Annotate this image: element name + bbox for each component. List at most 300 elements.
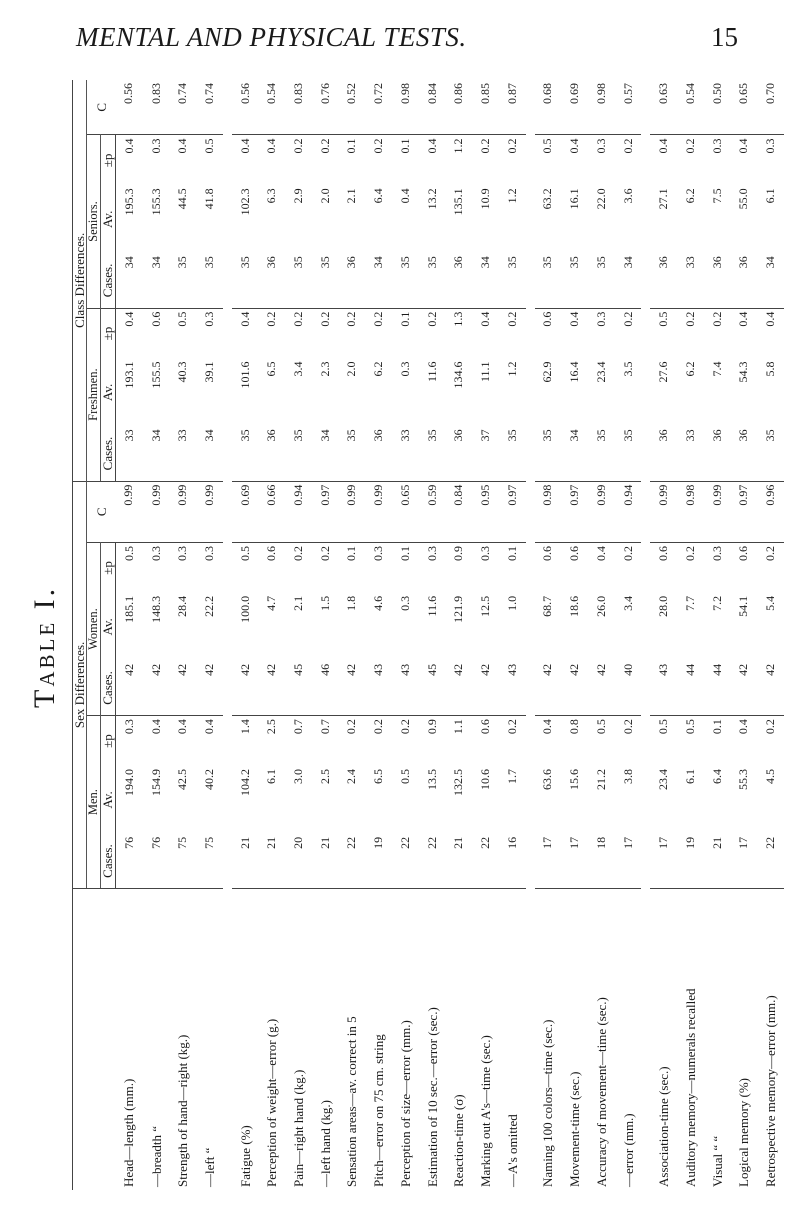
women-av-cell: 148.3 (148, 595, 163, 623)
av-header: Av. (101, 766, 115, 834)
sen-pm-cell: 0.2 (499, 135, 526, 185)
men-av-cell: 4.5 (763, 768, 778, 784)
women-av-cell: 3.4 (620, 595, 635, 611)
row-label: Retrospective memory—error (mm.) (757, 889, 784, 1190)
fresh-cases-cell: 35 (504, 429, 519, 442)
women-av-cell: 54.1 (736, 595, 751, 617)
row-label: Estimation of 10 sec.—error (sec.) (419, 889, 446, 1190)
sen-cases-cell: 35 (237, 256, 252, 269)
men-pm-cell: 0.2 (365, 716, 392, 766)
row-label: Naming 100 colors—time (sec.) (535, 889, 562, 1190)
pm-header: ±p (101, 308, 115, 358)
cases-header: Cases. (101, 661, 115, 716)
women-cases-cell: 42 (344, 663, 359, 676)
fresh-pm-cell: 0.2 (339, 308, 366, 358)
sex-c-cell: 0.99 (704, 481, 731, 542)
sen-cases-cell: 35 (175, 256, 190, 269)
sen-cases-cell: 36 (344, 256, 359, 269)
men-av-cell: 154.9 (148, 768, 163, 796)
sen-av-cell: 10.9 (478, 188, 492, 210)
fresh-cases-cell: 35 (763, 429, 778, 442)
women-cases-cell: 44 (709, 663, 724, 676)
cases-header: Cases. (101, 426, 115, 481)
men-pm-cell: 0.3 (115, 716, 143, 766)
sen-cases-cell: 35 (540, 256, 555, 269)
group-gap (223, 80, 232, 1190)
women-pm-cell: 0.2 (677, 543, 704, 593)
men-av-cell: 2.5 (317, 768, 332, 784)
fresh-av-cell: 7.4 (709, 361, 724, 377)
fresh-pm-cell: 0.4 (731, 308, 758, 358)
row-label: —A's omitted (499, 889, 526, 1190)
table-row (365, 80, 392, 1190)
group-gap (641, 80, 650, 1190)
men-av-cell: 63.6 (540, 768, 555, 790)
men-cases-cell: 17 (567, 836, 582, 849)
fresh-av-cell: 11.6 (424, 361, 439, 383)
fresh-cases-cell: 33 (397, 429, 412, 442)
men-pm-cell: 0.5 (650, 716, 677, 766)
men-av-cell: 6.5 (371, 768, 386, 784)
men-pm-cell: 0.4 (143, 716, 170, 766)
men-av-cell: 55.3 (736, 768, 751, 790)
row-label: Perception of size—error (mm.) (392, 889, 419, 1190)
women-cases-cell: 45 (291, 663, 306, 676)
sen-av-cell: 55.0 (736, 188, 751, 210)
men-av-cell: 3.0 (291, 768, 306, 784)
sen-av-cell: 6.4 (371, 188, 386, 204)
sen-av-cell: 7.5 (709, 188, 724, 204)
row-label: Auditory memory—numerals recalled (677, 889, 704, 1190)
page-number: 15 (711, 22, 738, 52)
women-pm-cell: 0.3 (196, 543, 223, 593)
men-pm-cell: 2.5 (259, 716, 286, 766)
class-c-cell: 0.65 (736, 83, 751, 104)
women-pm-cell: 0.5 (232, 543, 259, 593)
women-av-cell: 22.2 (201, 595, 216, 617)
table-row (499, 80, 526, 1190)
pm-header: ±p (101, 543, 115, 593)
sen-av-cell: 3.6 (620, 188, 635, 204)
men-pm-cell: 1.1 (446, 716, 473, 766)
men-pm-cell: 0.4 (170, 716, 197, 766)
class-c-cell: 0.87 (504, 83, 519, 104)
sen-cases-cell: 35 (291, 256, 306, 269)
class-c-cell: 0.83 (291, 83, 306, 104)
sen-pm-cell: 0.5 (196, 135, 223, 185)
women-av-cell: 121.9 (451, 595, 466, 623)
women-cases-cell: 42 (175, 663, 190, 676)
men-av-cell: 23.4 (656, 768, 671, 790)
sen-pm-cell: 0.2 (472, 135, 499, 185)
cases-header: Cases. (101, 834, 115, 889)
women-cases-cell: 43 (371, 663, 386, 676)
men-pm-cell: 0.5 (677, 716, 704, 766)
fresh-av-cell: 54.3 (736, 361, 751, 383)
women-pm-cell: 0.4 (588, 543, 615, 593)
sen-pm-cell: 0.4 (232, 135, 259, 185)
men-av-cell: 6.1 (264, 768, 279, 784)
class-c-cell: 0.52 (344, 83, 359, 104)
men-cases-cell: 17 (656, 836, 671, 849)
sen-pm-cell: 0.1 (392, 135, 419, 185)
women-pm-cell: 0.2 (312, 543, 339, 593)
cases-header: Cases. (101, 253, 115, 308)
women-av-cell: 5.4 (763, 595, 778, 611)
sex-c-cell: 0.84 (446, 481, 473, 542)
men-av-cell: 1.7 (504, 768, 519, 784)
women-av-cell: 100.0 (237, 595, 252, 623)
class-c-cell: 0.74 (175, 83, 190, 104)
row-label: Strength of hand—right (kg.) (170, 889, 197, 1190)
women-av-cell: 68.7 (540, 595, 555, 617)
women-av-cell: 1.0 (504, 595, 519, 611)
av-header: Av. (101, 593, 115, 661)
sen-cases-cell: 35 (567, 256, 582, 269)
fresh-av-cell: 6.2 (371, 361, 386, 377)
women-cases-cell: 42 (451, 663, 466, 676)
table-row (535, 80, 562, 1190)
sen-av-cell: 155.3 (148, 188, 163, 216)
row-label: Marking out A's—time (sec.) (472, 889, 499, 1190)
fresh-pm-cell: 0.4 (561, 308, 588, 358)
page-header (40, 18, 760, 58)
class-c-cell: 0.50 (709, 83, 724, 104)
women-cases-cell: 42 (478, 663, 492, 676)
sex-c-cell: 0.97 (499, 481, 526, 542)
sex-c-cell: 0.98 (535, 481, 562, 542)
women-cases-cell: 42 (763, 663, 778, 676)
women-av-cell: 18.6 (567, 595, 582, 617)
gap-cell (223, 80, 232, 1190)
fresh-av-cell: 27.6 (656, 361, 671, 383)
women-cases-cell: 42 (148, 663, 163, 676)
sen-av-cell: 195.3 (121, 188, 136, 216)
sex-c-cell: 0.69 (232, 481, 259, 542)
table-label-container (14, 108, 74, 708)
sen-pm-cell: 0.3 (588, 135, 615, 185)
group-gap (526, 80, 535, 1190)
table-row (339, 80, 366, 1190)
men-pm-cell: 0.9 (419, 716, 446, 766)
sex-c-cell: 0.99 (588, 481, 615, 542)
sen-av-cell: 135.1 (451, 188, 466, 216)
fresh-cases-cell: 35 (540, 429, 555, 442)
sen-cases-cell: 36 (709, 256, 724, 269)
sen-pm-cell: 0.4 (115, 135, 143, 185)
fresh-cases-cell: 37 (478, 429, 492, 442)
class-c-cell: 0.85 (478, 83, 492, 104)
men-cases-cell: 21 (264, 836, 279, 849)
c-header: C (87, 481, 115, 542)
fresh-pm-cell: 0.1 (392, 308, 419, 358)
class-c-cell: 0.72 (371, 83, 386, 104)
men-cases-cell: 19 (682, 836, 697, 849)
table-row (419, 80, 446, 1190)
table-row (143, 80, 170, 1190)
table-row (232, 80, 259, 1190)
women-pm-cell: 0.3 (170, 543, 197, 593)
row-label: —breadth “ (143, 889, 170, 1190)
rotated-table-frame (72, 80, 784, 1190)
men-cases-cell: 21 (237, 836, 252, 849)
women-cases-cell: 42 (201, 663, 216, 676)
fresh-av-cell: 6.5 (264, 361, 279, 377)
class-c-cell: 0.56 (237, 83, 252, 104)
class-c-cell: 0.57 (620, 83, 635, 104)
sen-pm-cell: 0.3 (143, 135, 170, 185)
women-cases-cell: 42 (736, 663, 751, 676)
sen-cases-cell: 34 (121, 256, 136, 269)
men-cases-cell: 16 (504, 836, 519, 849)
sen-av-cell: 2.9 (291, 188, 306, 204)
men-cases-cell: 21 (709, 836, 724, 849)
table-row (731, 80, 758, 1190)
class-c-cell: 0.98 (593, 83, 608, 104)
men-cases-cell: 22 (478, 836, 492, 849)
class-c-cell: 0.84 (424, 83, 439, 104)
sen-av-cell: 6.1 (763, 188, 778, 204)
fresh-pm-cell: 0.2 (285, 308, 312, 358)
men-pm-cell: 0.2 (615, 716, 642, 766)
women-pm-cell: 0.1 (499, 543, 526, 593)
sen-av-cell: 2.1 (344, 188, 359, 204)
men-pm-cell: 0.2 (757, 716, 784, 766)
men-cases-cell: 21 (317, 836, 332, 849)
women-av-cell: 1.8 (344, 595, 359, 611)
sen-av-cell: 1.2 (504, 188, 519, 204)
fresh-pm-cell: 0.2 (259, 308, 286, 358)
women-cases-cell: 42 (237, 663, 252, 676)
running-title: MENTAL AND PHYSICAL TESTS. (76, 22, 467, 52)
fresh-pm-cell: 0.2 (365, 308, 392, 358)
fresh-cases-cell: 35 (620, 429, 635, 442)
women-pm-cell: 0.9 (446, 543, 473, 593)
sen-cases-cell: 35 (593, 256, 608, 269)
row-label: Perception of weight—error (g.) (259, 889, 286, 1190)
fresh-pm-cell: 0.2 (419, 308, 446, 358)
men-pm-cell: 0.4 (535, 716, 562, 766)
fresh-av-cell: 1.2 (504, 361, 519, 377)
sex-c-cell: 0.99 (143, 481, 170, 542)
sen-cases-cell: 35 (424, 256, 439, 269)
sen-pm-cell: 0.5 (535, 135, 562, 185)
women-pm-cell: 0.1 (392, 543, 419, 593)
men-cases-cell: 76 (148, 836, 163, 849)
fresh-cases-cell: 36 (709, 429, 724, 442)
women-av-cell: 7.2 (709, 595, 724, 611)
sen-cases-cell: 34 (620, 256, 635, 269)
fresh-av-cell: 155.5 (148, 361, 163, 389)
fresh-pm-cell: 0.2 (312, 308, 339, 358)
row-label: Fatigue (%) (232, 889, 259, 1190)
sen-pm-cell: 0.3 (704, 135, 731, 185)
sex-diff-header: Sex Differences. (73, 481, 87, 889)
av-header: Av. (101, 185, 115, 253)
women-cases-cell: 43 (656, 663, 671, 676)
men-pm-cell: 0.8 (561, 716, 588, 766)
men-cases-cell: 18 (593, 836, 608, 849)
row-label: Logical memory (%) (731, 889, 758, 1190)
row-label: Visual “ “ (704, 889, 731, 1190)
fresh-cases-cell: 35 (593, 429, 608, 442)
sex-c-cell: 0.99 (170, 481, 197, 542)
sen-cases-cell: 35 (201, 256, 216, 269)
fresh-av-cell: 134.6 (451, 361, 466, 389)
table-row (650, 80, 677, 1190)
men-pm-cell: 0.7 (312, 716, 339, 766)
fresh-av-cell: 23.4 (593, 361, 608, 383)
sen-av-cell: 44.5 (175, 188, 190, 210)
row-label: Head—length (mm.) (115, 889, 143, 1190)
women-av-cell: 28.0 (656, 595, 671, 617)
sen-cases-cell: 35 (397, 256, 412, 269)
fresh-av-cell: 193.1 (121, 361, 136, 389)
men-pm-cell: 0.4 (731, 716, 758, 766)
men-pm-cell: 0.2 (499, 716, 526, 766)
table-row (704, 80, 731, 1190)
sex-c-cell: 0.99 (339, 481, 366, 542)
sen-av-cell: 22.0 (593, 188, 608, 210)
row-label: Pitch—error on 75 cm. string (365, 889, 392, 1190)
fresh-pm-cell: 0.4 (757, 308, 784, 358)
class-c-cell: 0.83 (148, 83, 163, 104)
sen-cases-cell: 36 (656, 256, 671, 269)
women-av-cell: 11.6 (424, 595, 439, 617)
sen-cases-cell: 34 (478, 256, 492, 269)
label-header (73, 889, 116, 1190)
sex-c-cell: 0.94 (615, 481, 642, 542)
men-cases-cell: 19 (371, 836, 386, 849)
sex-c-cell: 0.97 (312, 481, 339, 542)
fresh-pm-cell: 0.6 (535, 308, 562, 358)
men-av-cell: 13.5 (424, 768, 439, 790)
men-av-cell: 6.4 (709, 768, 724, 784)
sen-av-cell: 6.2 (682, 188, 697, 204)
men-cases-cell: 75 (175, 836, 190, 849)
women-pm-cell: 0.6 (731, 543, 758, 593)
class-c-cell: 0.76 (317, 83, 332, 104)
men-cases-cell: 20 (291, 836, 306, 849)
sen-av-cell: 6.3 (264, 188, 279, 204)
sen-cases-cell: 34 (371, 256, 386, 269)
class-c-cell: 0.68 (540, 83, 555, 104)
women-pm-cell: 0.3 (472, 543, 499, 593)
table-row (312, 80, 339, 1190)
sen-pm-cell: 0.4 (170, 135, 197, 185)
fresh-cases-cell: 34 (317, 429, 332, 442)
men-av-cell: 6.1 (682, 768, 697, 784)
women-pm-cell: 0.5 (115, 543, 143, 593)
row-label: —left hand (kg.) (312, 889, 339, 1190)
table-row (285, 80, 312, 1190)
table-row (472, 80, 499, 1190)
women-pm-cell: 0.6 (259, 543, 286, 593)
table-row (196, 80, 223, 1190)
women-av-cell: 0.3 (397, 595, 412, 611)
women-pm-cell: 0.6 (535, 543, 562, 593)
women-pm-cell: 0.2 (285, 543, 312, 593)
women-pm-cell: 0.2 (615, 543, 642, 593)
sen-cases-cell: 34 (763, 256, 778, 269)
fresh-cases-cell: 33 (682, 429, 697, 442)
men-cases-cell: 22 (763, 836, 778, 849)
sex-c-cell: 0.59 (419, 481, 446, 542)
sen-pm-cell: 0.4 (259, 135, 286, 185)
sen-pm-cell: 0.3 (757, 135, 784, 185)
fresh-av-cell: 0.3 (397, 361, 412, 377)
men-av-cell: 2.4 (344, 768, 359, 784)
sex-c-cell: 0.99 (196, 481, 223, 542)
fresh-av-cell: 40.3 (175, 361, 190, 383)
women-cases-cell: 45 (424, 663, 439, 676)
sen-pm-cell: 1.2 (446, 135, 473, 185)
fresh-cases-cell: 36 (264, 429, 279, 442)
sen-av-cell: 41.8 (201, 188, 216, 210)
sen-pm-cell: 0.4 (731, 135, 758, 185)
rotated-table (72, 80, 784, 1190)
men-av-cell: 104.2 (237, 768, 252, 796)
women-pm-cell: 0.3 (704, 543, 731, 593)
fresh-pm-cell: 0.2 (615, 308, 642, 358)
class-c-cell: 0.54 (264, 83, 279, 104)
sen-pm-cell: 0.2 (365, 135, 392, 185)
fresh-cases-cell: 35 (291, 429, 306, 442)
men-av-cell: 10.6 (478, 768, 492, 790)
men-pm-cell: 0.2 (392, 716, 419, 766)
fresh-pm-cell: 0.3 (588, 308, 615, 358)
women-header: Women. (87, 543, 101, 716)
row-label: Reaction-time (σ) (446, 889, 473, 1190)
fresh-pm-cell: 0.6 (143, 308, 170, 358)
women-av-cell: 185.1 (121, 595, 136, 623)
men-av-cell: 0.5 (397, 768, 412, 784)
fresh-av-cell: 2.3 (317, 361, 332, 377)
fresh-av-cell: 62.9 (540, 361, 555, 383)
sex-c-cell: 0.99 (115, 481, 143, 542)
sex-c-cell: 0.99 (650, 481, 677, 542)
gap-cell (641, 80, 650, 1190)
men-av-cell: 21.2 (593, 768, 608, 790)
women-pm-cell: 0.3 (365, 543, 392, 593)
men-av-cell: 3.8 (620, 768, 635, 784)
women-cases-cell: 42 (264, 663, 279, 676)
sen-av-cell: 13.2 (424, 188, 439, 210)
men-cases-cell: 22 (397, 836, 412, 849)
women-av-cell: 4.6 (371, 595, 386, 611)
sex-c-cell: 0.66 (259, 481, 286, 542)
women-cases-cell: 42 (540, 663, 555, 676)
sen-av-cell: 27.1 (656, 188, 671, 210)
table-row (115, 80, 143, 1190)
fresh-cases-cell: 36 (371, 429, 386, 442)
men-cases-cell: 75 (201, 836, 216, 849)
sen-pm-cell: 0.1 (339, 135, 366, 185)
class-diff-header: Class Differences. (73, 80, 87, 481)
fresh-cases-cell: 35 (237, 429, 252, 442)
sen-pm-cell: 0.4 (419, 135, 446, 185)
men-cases-cell: 17 (620, 836, 635, 849)
men-cases-cell: 22 (424, 836, 439, 849)
table-row (170, 80, 197, 1190)
c-header: C (93, 102, 109, 112)
fresh-av-cell: 3.4 (291, 361, 306, 377)
women-pm-cell: 0.3 (143, 543, 170, 593)
sex-c-cell: 0.98 (677, 481, 704, 542)
class-c-cell: 0.69 (567, 83, 582, 104)
sen-pm-cell: 0.2 (677, 135, 704, 185)
seniors-header: Seniors. (87, 135, 101, 308)
